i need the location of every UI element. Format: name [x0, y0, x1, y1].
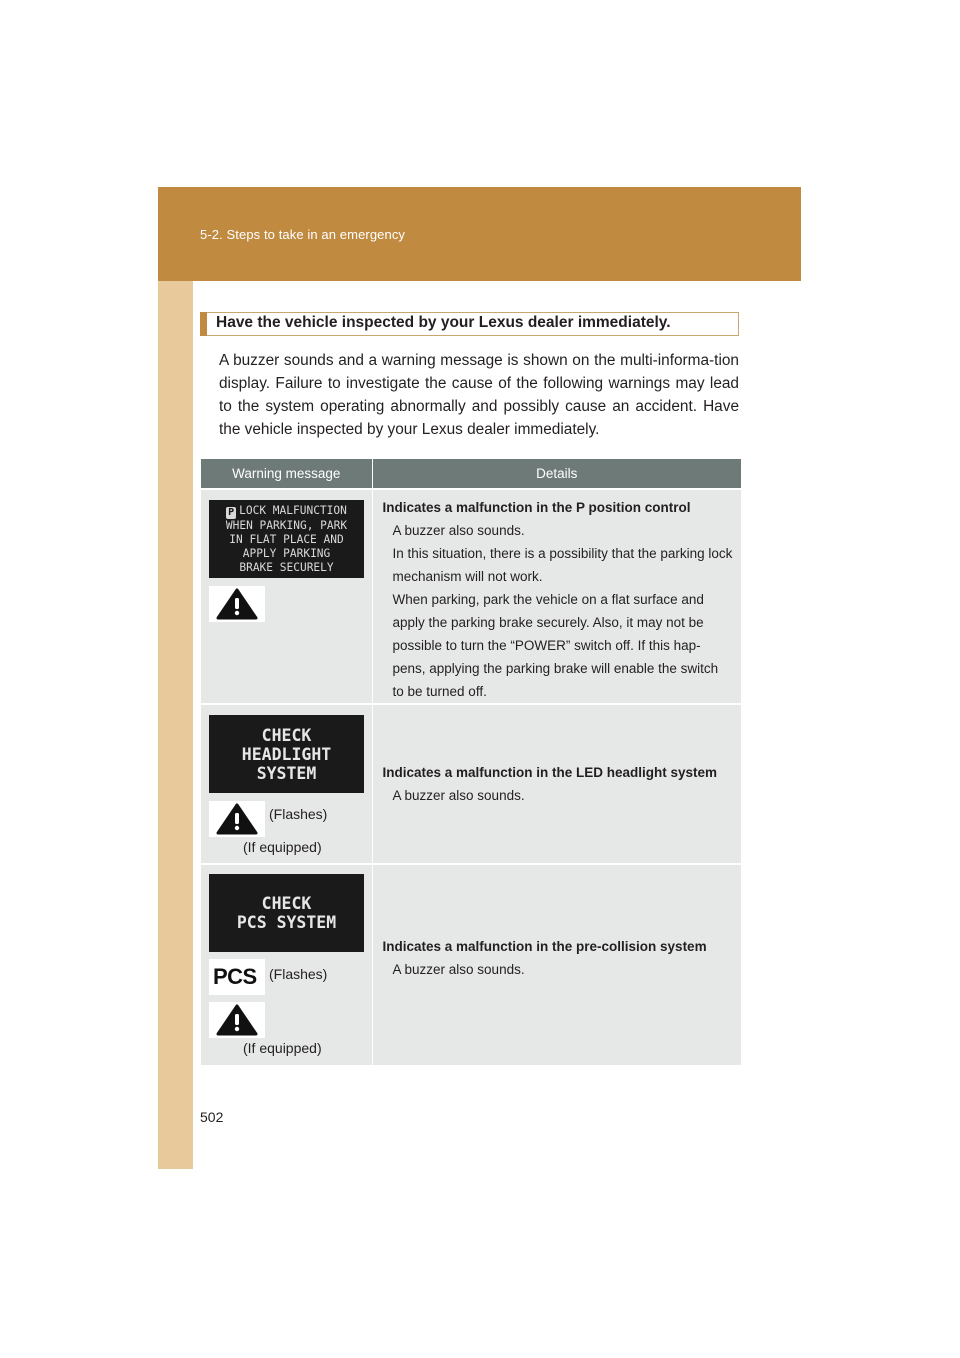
- section-title: Have the vehicle inspected by your Lexus dealer immediately.: [216, 314, 671, 331]
- detail-line: A buzzer also sounds.: [392, 523, 525, 538]
- display-line: CHECK: [261, 725, 312, 745]
- col-header-message: Warning message: [201, 459, 372, 489]
- detail-title: Indicates a malfunction in the pre-collision system: [382, 939, 707, 954]
- display-line: BRAKE SECURELY: [239, 560, 334, 574]
- display-line: IN FLAT PLACE AND: [229, 532, 344, 546]
- chapter-title: 5-2. Steps to take in an emergency: [200, 227, 406, 242]
- detail-title: Indicates a malfunction in the P position control: [382, 500, 691, 515]
- details-cell: [372, 704, 741, 864]
- heading-accent: [200, 312, 207, 336]
- side-strip: [158, 281, 193, 1169]
- message-cell: [201, 489, 372, 704]
- detail-line: A buzzer also sounds.: [392, 962, 525, 977]
- display-line: WHEN PARKING, PARK: [225, 518, 348, 532]
- detail-line: In this situation, there is a possibility that the parking lock mechanism will not work.: [392, 546, 733, 584]
- warning-triangle-icon: [209, 801, 265, 837]
- detail-line: A buzzer also sounds.: [392, 788, 525, 803]
- display-line: PCS SYSTEM: [236, 913, 337, 932]
- intro-paragraph: [219, 349, 739, 441]
- col-header-details: Details: [372, 459, 741, 489]
- pcs-icon: [209, 959, 265, 995]
- display-line: APPLY PARKING: [242, 546, 331, 560]
- flashes-note: (Flashes): [269, 966, 328, 982]
- detail-line: When parking, park the vehicle on a flat surface and apply the parking brake securely. Also, it may not be possible to turn the “POWER” switch off. If this hap-pens, applying the parking brake will enable the switch to be turned off.: [392, 592, 719, 699]
- intro-text: A buzzer sounds and a warning message is shown on the multi-informa-tion display. Failure to investigate the cause of the following warnings may lead to the system operating abnormally and possibly cause an accident. Have the vehicle inspected by your Lexus dealer immediately.: [219, 352, 739, 438]
- flashes-note: (Flashes): [269, 806, 328, 822]
- display-line: CHECK: [261, 894, 312, 913]
- if-equipped-note: (If equipped): [243, 839, 322, 855]
- details-cell: [372, 864, 741, 1065]
- table-row: [201, 864, 741, 1065]
- message-cell: [201, 864, 372, 1065]
- detail-title: Indicates a malfunction in the LED headlight system: [382, 765, 718, 780]
- warning-table: [201, 459, 741, 1065]
- pcs-label: PCS: [213, 964, 257, 989]
- details-cell: [372, 489, 741, 704]
- check-pcs-display: [209, 874, 364, 952]
- table-header-row: [201, 459, 741, 489]
- page-number: 502: [200, 1109, 224, 1125]
- check-headlight-display: [209, 715, 364, 793]
- p-icon: P: [228, 506, 235, 518]
- display-line: HEADLIGHT: [241, 744, 332, 764]
- table-row: [201, 704, 741, 864]
- chapter-header: [158, 187, 801, 281]
- warning-triangle-icon: [209, 1002, 265, 1038]
- message-cell: [201, 704, 372, 864]
- warning-triangle-icon: [209, 586, 265, 622]
- table-row: [201, 489, 741, 704]
- lock-malfunction-display: [209, 500, 364, 578]
- display-line: SYSTEM: [256, 763, 317, 783]
- section-heading: [200, 312, 739, 336]
- if-equipped-note: (If equipped): [243, 1040, 322, 1056]
- display-line: P LOCK MALFUNCTION: [228, 503, 347, 518]
